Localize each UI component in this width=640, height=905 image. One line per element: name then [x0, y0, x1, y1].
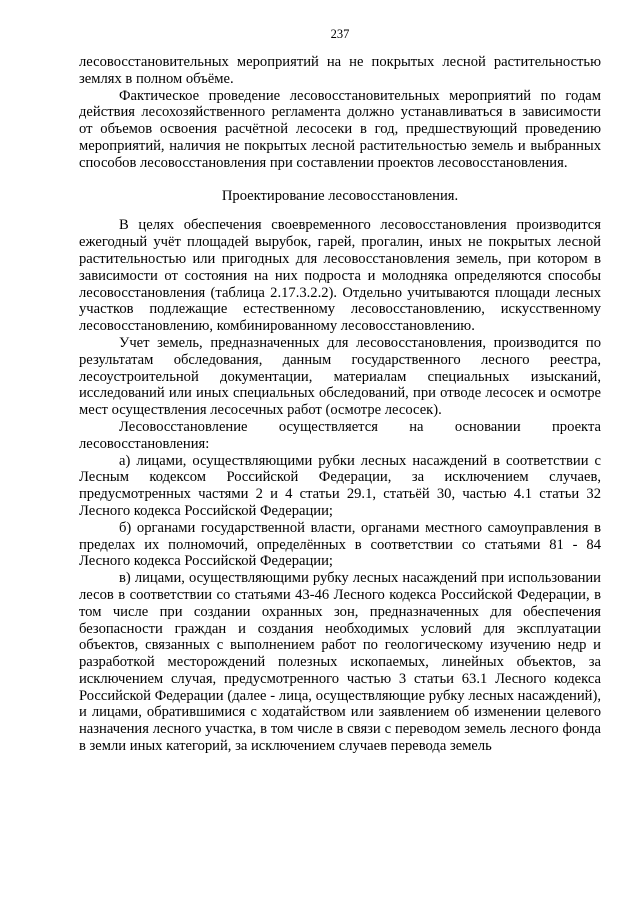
paragraph-annual-accounting: В целях обеспечения своевременного лесовосстановления производится ежегодный учёт площадей вырубок, гарей, прогалин, иных не покрытых лесной растительностью или пригодных для лесовосстановления земель, при котором в зависимости от состояния на них подроста и молодняка определяются способы лесовосстановления (таблица 2.17.3.2.2). Отдельно учитываются площади лесных участков подлежащие естественному лесовосстановлению, искусственному лесовосстановлению, комбинированному лесовосстановлению. [79, 217, 601, 335]
list-item-a: а) лицами, осуществляющими рубки лесных насаждений в соответствии с Лесным кодексом Российской Федерации, за исключением случаев, предусмотренных частями 2 и 4 статьи 29.1, статьёй 30, частью 4.1 статьи 32 Лесного кодекса Российской Федерации; [79, 452, 601, 519]
paragraph-reforestation-basis: Лесовосстановление осуществляется на основании проекта лесовосстановления: [79, 418, 601, 452]
page-number: 237 [330, 27, 350, 41]
paragraph-land-accounting: Учет земель, предназначенных для лесовосстановления, производится по результатам обследования, данным государственного лесного реестра, лесоустроительной документации, материалам специальных изысканий, исследований или иных специальных обследований, при отводе лесосек и осмотре мест осуществления лесосечных работ (осмотре лесосек). [79, 334, 601, 419]
list-item-v: в) лицами, осуществляющими рубку лесных насаждений при использовании лесов в соответствии со статьями 43-46 Лесного кодекса Российской Федерации, в том числе при создании охранных зон, предназначенных для обеспечения безопасности граждан и создания необходимых условий для эксплуатации объектов, связанных с выполнением работ по геологическому изучению недр и разработкой месторождений полезных ископаемых, линейных объектов, за исключением случая, предусмотренного частью 3 статьи 63.1 Лесного кодекса Российской Федерации (далее - лица, осуществляющие рубку лесных насаждений), и лицами, обратившимися с ходатайством или заявлением об изменении целевого назначения лесного участка, в том числе в связи с переводом земель лесного фонда в земли иных категорий, за исключением случаев перевода земель [79, 570, 601, 755]
paragraph-actual-reforestation: Фактическое проведение лесовосстановительных мероприятий по годам действия лесохозяйственного регламента должно устанавливаться в зависимости от объемов освоения расчётной лесосеки в год, предшествующий проведению мероприятий, наличия не покрытых лесной растительностью земель и выбранных способов лесовосстановления при составлении проектов лесовосстановления. [79, 87, 601, 171]
document-page [79, 26, 601, 755]
list-item-b: б) органами государственной власти, органами местного самоуправления в пределах их полномочий, определённых в соответствии со статьями 81 - 84 Лесного кодекса Российской Федерации; [79, 519, 601, 570]
paragraph-continuation: лесовосстановительных мероприятий на не покрытых лесной растительностью землях в полном объёме. [79, 54, 601, 87]
section-heading: Проектирование лесовосстановления. [221, 187, 459, 204]
